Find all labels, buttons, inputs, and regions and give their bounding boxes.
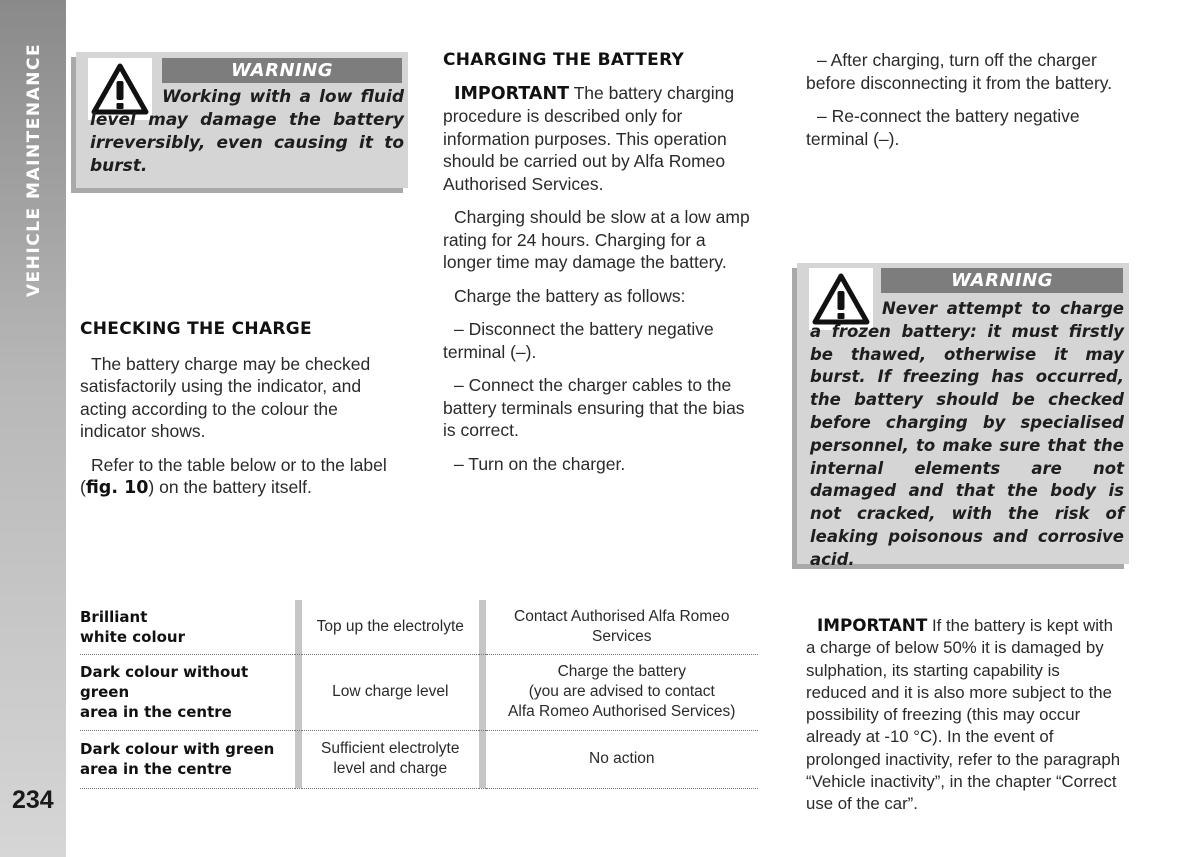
condition-cell: Top up the electrolyte: [302, 600, 479, 654]
charging-step-disconnect: – Disconnect the battery negative terminal (–).: [443, 319, 714, 362]
warning-box-frozen-battery: [797, 263, 1129, 569]
section-heading-charging: CHARGING THE BATTERY: [443, 50, 685, 70]
important-label: IMPORTANT: [817, 615, 928, 635]
charging-step-turn-on: – Turn on the charger.: [454, 453, 626, 474]
action-cell: Contact Authorised Alfa Romeo Services: [486, 600, 758, 654]
charging-step-reconnect: – Re-connect the battery negative terminal (–).: [806, 106, 1080, 149]
warning-heading: WARNING: [162, 58, 402, 83]
checking-paragraph: The battery charge may be checked satisfactorily using the indicator, and acting according to the colour the indicator shows.: [80, 353, 371, 441]
refer-text-after: ) on the battery itself.: [148, 477, 312, 497]
indicator-colour-cell: Dark colour with green area in the centre: [80, 730, 295, 788]
charging-important-paragraph: [443, 82, 759, 196]
warning-heading: WARNING: [881, 268, 1123, 293]
warning-text: Never attempt to charge a frozen battery: it must firstly be thawed, otherwise it may burst. If freezing has occurred, the battery should be checked before charging by specialised personnel, to make sure that the internal elements are not damaged and that the body is not cracked, with the risk of leaking poisonous and corrosive acid.: [810, 299, 1124, 569]
checking-charge-section: [80, 318, 396, 511]
charging-step-connect: – Connect the charger cables to the battery terminals ensuring that the bias is correct.: [443, 375, 745, 440]
charging-follows-paragraph: Charge the battery as follows:: [454, 285, 686, 306]
indicator-colour-cell: Brilliant white colour: [80, 600, 295, 654]
important-label: IMPORTANT: [454, 83, 570, 104]
important-bottom-paragraph: [806, 614, 1122, 816]
important-note: [806, 614, 1122, 827]
charging-section: [443, 49, 759, 486]
section-title: VEHICLE MAINTENANCE: [24, 42, 44, 298]
charging-slow-paragraph: Charging should be slow at a low amp rating for 24 hours. Charging for a longer time may damage the battery.: [443, 207, 750, 272]
warning-text: Working with a low fluid level may damage the battery irreversibly, even causing it to burst.: [90, 87, 404, 176]
condition-cell: Sufficient electrolyte level and charge: [302, 730, 479, 788]
table-row: [80, 654, 758, 730]
table-row: [80, 730, 758, 788]
column-divider: [479, 730, 486, 788]
column-divider: [295, 654, 302, 730]
charging-step-turn-off: – After charging, turn off the charger before disconnecting it from the battery.: [806, 50, 1113, 93]
action-cell: Charge the battery (you are advised to contact Alfa Romeo Authorised Services): [486, 654, 758, 730]
column-divider: [295, 730, 302, 788]
column-divider: [479, 654, 486, 730]
condition-cell: Low charge level: [302, 654, 479, 730]
charging-steps-continued: [806, 49, 1122, 161]
column-divider: [295, 600, 302, 654]
refer-paragraph: [80, 454, 396, 500]
figure-reference: fig. 10: [85, 478, 149, 498]
section-sidebar: [0, 0, 66, 857]
section-heading-checking: CHECKING THE CHARGE: [80, 319, 312, 339]
warning-box-fluid-level: [76, 52, 408, 188]
action-cell: No action: [486, 730, 758, 788]
table-row: [80, 600, 758, 654]
indicator-colour-cell: Dark colour without green area in the centre: [80, 654, 295, 730]
important-text: If the battery is kept with a charge of below 50% it is damaged by sulphation, its starting capability is reduced and it is also more subject to the possibility of freezing (this may occur already at -10 °C). In the event of prolonged inactivity, refer to the paragraph “Vehicle inactivity”, in the chapter “Correct use of the car”.: [806, 616, 1121, 814]
refer-text-before: Refer to the table below or to the label (: [80, 454, 387, 497]
column-divider: [479, 600, 486, 654]
important-text: The battery charging procedure is described only for information purposes. This operation should be carried out by Alfa Romeo Authorised Services.: [443, 82, 735, 194]
page-number: 234: [12, 786, 54, 814]
battery-indicator-table: [80, 600, 758, 789]
